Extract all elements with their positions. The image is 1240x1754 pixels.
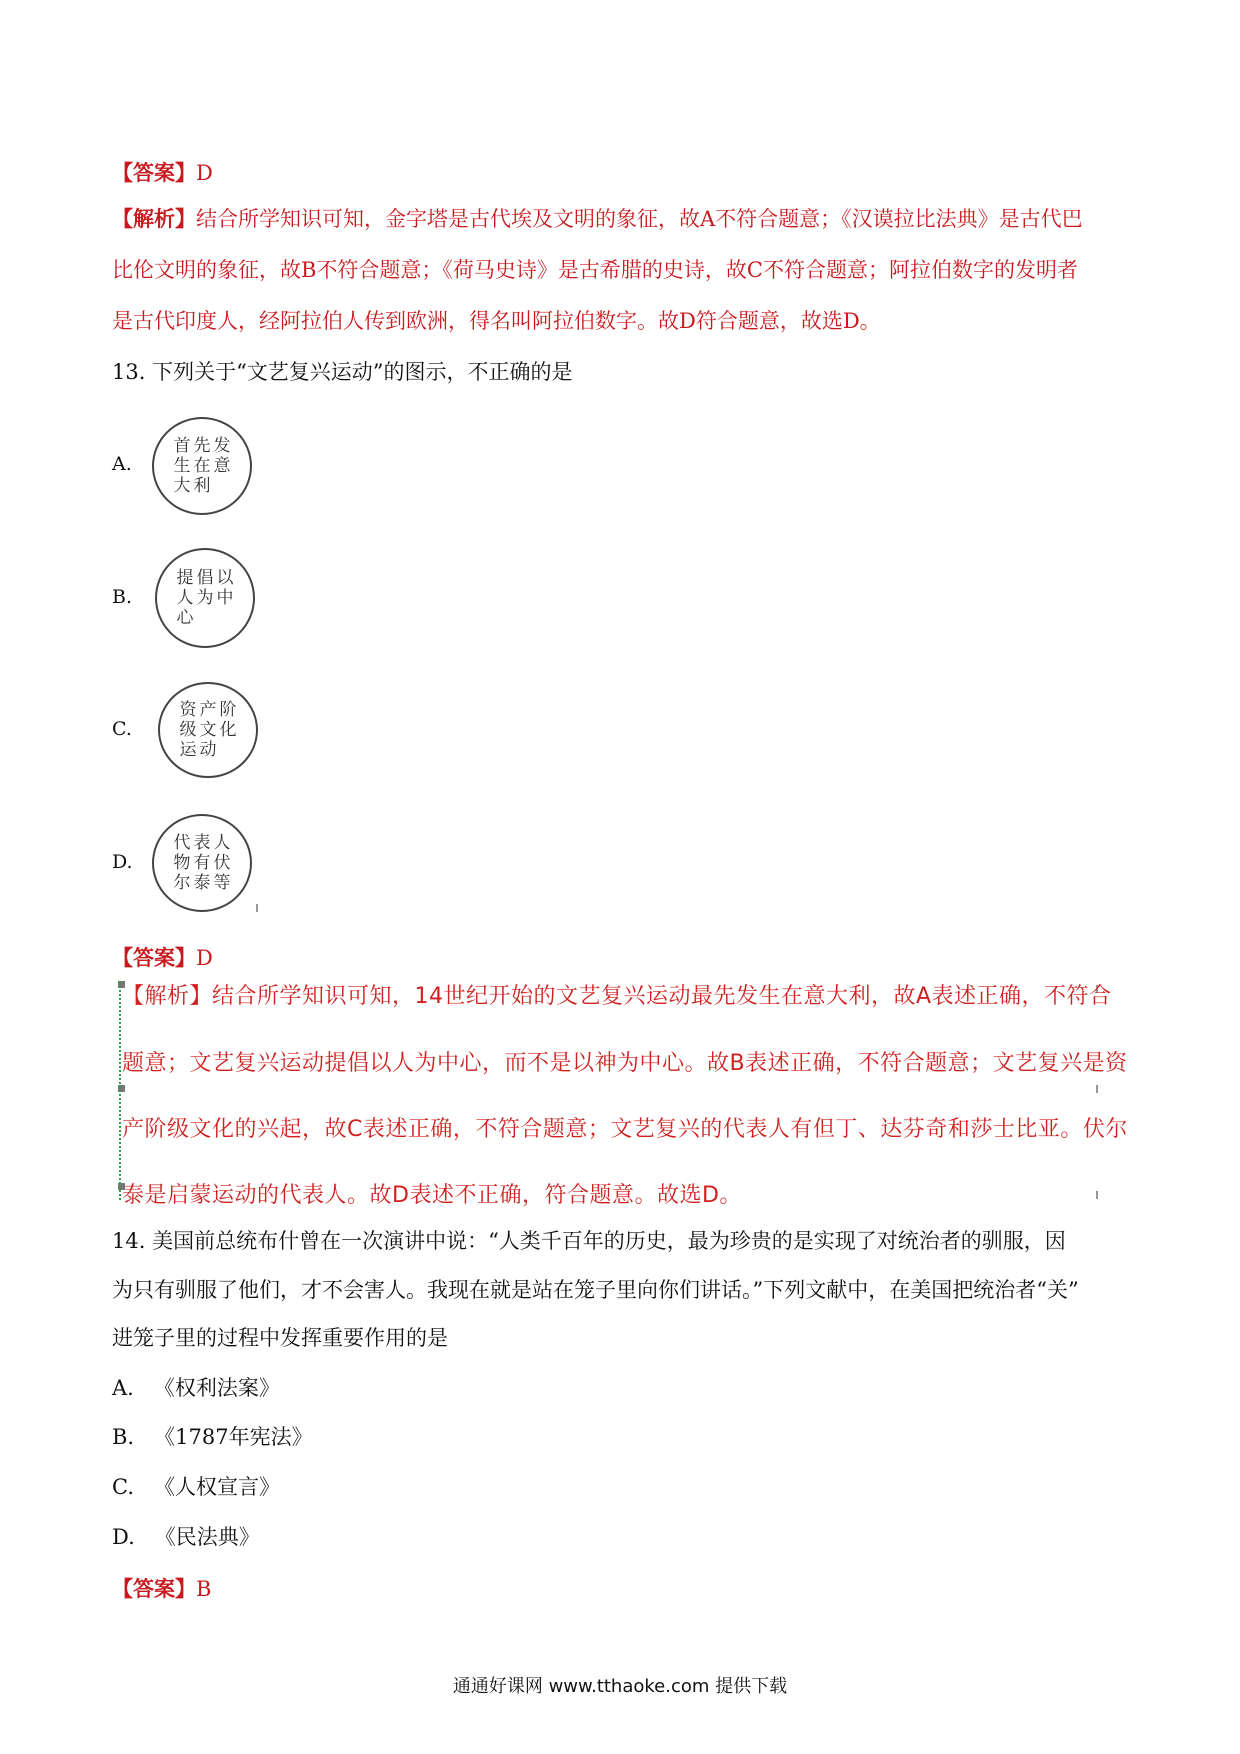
answer-line-14 xyxy=(112,1574,211,1604)
answer-line-13 xyxy=(112,943,213,973)
q13-analysis-image xyxy=(118,975,1128,1208)
edit-mark xyxy=(1096,1085,1098,1093)
answer-bracket: 【答案】 xyxy=(112,945,196,970)
selection-border xyxy=(119,981,121,1200)
option-label: C. xyxy=(112,1475,134,1499)
q14-stem-line2: 为只有驯服了他们，才不会害人。我现在就是站在笼子里向你们讲话。”下列文献中，在美国把统治者“关” xyxy=(112,1278,1079,1302)
answer-value: D xyxy=(196,946,213,970)
edit-mark xyxy=(256,904,258,912)
q13-option-b-seal: 提 倡 以 人 为 中 心 xyxy=(155,548,255,648)
analysis-prev-line3: 是古代印度人，经阿拉伯人传到欧洲，得名叫阿拉伯数字。故D符合题意，故选D。 xyxy=(112,309,881,333)
edit-mark xyxy=(1096,1191,1098,1199)
option-label: B. xyxy=(112,1425,135,1449)
analysis13-line2: 题意；文艺复兴运动提倡以人为中心，而不是以神为中心。故B表述正确，不符合题意；文艺复兴是资 xyxy=(122,1051,1128,1076)
q13-option-a-label: A. xyxy=(112,453,132,475)
answer-line-prev xyxy=(112,158,213,188)
answer-bracket: 【答案】 xyxy=(112,160,196,185)
analysis13-line1: 【解析】结合所学知识可知，14世纪开始的文艺复兴运动最先发生在意大利，故A表述正确，不符合 xyxy=(122,984,1112,1009)
analysis-text: 结合所学知识可知，金字塔是古代埃及文明的象征，故A不符合题意；《汉谟拉比法典》是古代巴 xyxy=(196,207,1083,231)
q13-option-d-seal: 代 表 人 物 有 伏 尔 泰 等 xyxy=(152,814,252,912)
q14-option-a xyxy=(112,1373,280,1403)
q14-stem-line1: 14. 美国前总统布什曾在一次演讲中说：“人类千百年的历史，最为珍贵的是实现了对统治者的驯服，因 xyxy=(112,1229,1066,1253)
option-text: 《1787年宪法》 xyxy=(154,1425,313,1449)
analysis13-line4: 泰是启蒙运动的代表人。故D表述不正确，符合题意。故选D。 xyxy=(122,1183,742,1208)
q13-option-c-seal: 资 产 阶 级 文 化 运 动 xyxy=(158,682,258,778)
analysis-prev-line2: 比伦文明的象征，故B不符合题意；《荷马史诗》是古希腊的史诗，故C不符合题意；阿拉伯数字的发明者 xyxy=(112,258,1078,282)
q14-option-d xyxy=(112,1522,260,1552)
q13-option-c-label: C. xyxy=(112,718,132,740)
q14-option-c xyxy=(112,1472,280,1502)
analysis-bracket: 【解析】 xyxy=(112,206,196,231)
option-text: 《民法典》 xyxy=(154,1525,260,1549)
option-label: A. xyxy=(112,1376,134,1400)
analysis13-line3: 产阶级文化的兴起，故C表述正确，不符合题意；文艺复兴的代表人有但丁、达芬奇和莎士比亚。伏尔 xyxy=(122,1117,1128,1142)
q13-option-b-label: B. xyxy=(112,586,133,608)
analysis-prev-line1 xyxy=(112,204,1083,234)
q14-stem-line3: 进笼子里的过程中发挥重要作用的是 xyxy=(112,1326,448,1350)
answer-value: D xyxy=(196,161,213,185)
option-label: D. xyxy=(112,1525,135,1549)
q13-option-d-label: D. xyxy=(112,851,133,873)
answer-bracket: 【答案】 xyxy=(112,1576,196,1601)
answer-value: B xyxy=(196,1577,212,1601)
option-text: 《权利法案》 xyxy=(153,1376,280,1400)
page-footer: 通通好课网 www.tthaoke.com 提供下载 xyxy=(452,1676,788,1697)
q13-option-a-seal: 首 先 发 生 在 意 大 利 xyxy=(152,417,252,515)
q14-option-b xyxy=(112,1422,313,1452)
option-text: 《人权宣言》 xyxy=(154,1475,281,1499)
q13-stem: 13. 下列关于“文艺复兴运动”的图示，不正确的是 xyxy=(112,360,573,384)
